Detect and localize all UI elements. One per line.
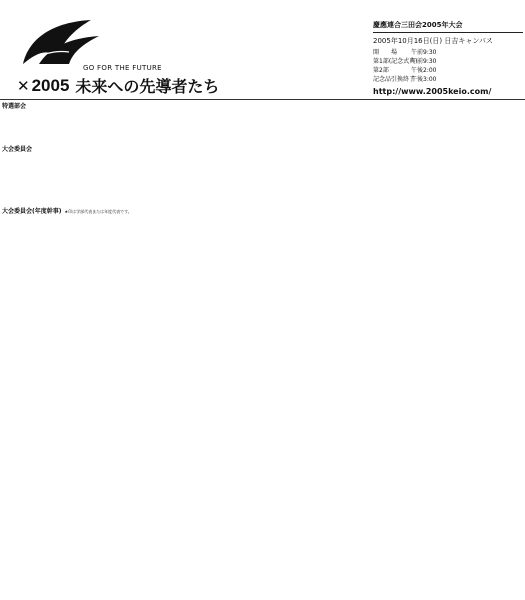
roster-name [114, 195, 165, 201]
roster-name [370, 195, 421, 201]
tagline: GO FOR THE FUTURE [83, 64, 162, 72]
event-row-label: 第1部(記念式典) [373, 58, 418, 65]
event-row-label: 第2部 [373, 67, 389, 74]
roster-row [2, 581, 523, 587]
roster-name [421, 195, 472, 201]
event-title: 慶應連合三田会2005年大会 [373, 20, 523, 33]
section-title: 特選部会 [2, 103, 27, 110]
event-row [373, 57, 523, 66]
roster-name [165, 581, 216, 587]
roster-name [267, 581, 318, 587]
event-row-label: 記念品引換終了 [373, 76, 416, 83]
roster-name [319, 134, 370, 140]
roster-name [267, 134, 318, 140]
event-row [373, 75, 523, 84]
roster-name [370, 581, 421, 587]
roster-name [319, 195, 370, 201]
event-row-time: 午前9:30 [411, 58, 437, 65]
roster-row [2, 195, 523, 201]
roster-name [216, 581, 267, 587]
year-number: 2005 [31, 75, 70, 95]
roster-name [12, 581, 63, 587]
leaf-logo-icon [19, 18, 103, 66]
roster-name [267, 195, 318, 201]
roster-name [12, 195, 63, 201]
roster-year [2, 134, 12, 140]
roster-name [472, 581, 523, 587]
event-date: 2005年10月16日(日) 日吉キャンパス [373, 37, 493, 45]
section-title-suffix: (年度幹事) [32, 208, 62, 215]
roster-row [2, 134, 523, 140]
roster-name [216, 195, 267, 201]
header [5, 8, 520, 96]
roster-year [2, 581, 12, 587]
slogan: 未来への先導者たち [75, 77, 220, 96]
event-row-time: 午後2:00 [411, 67, 437, 74]
year-slogan [17, 74, 219, 97]
section-title [2, 206, 132, 215]
event-row-time: 午前9:30 [411, 49, 437, 56]
section-title-text: 大会委員会 [2, 208, 33, 215]
roster-name [472, 134, 523, 140]
x-mark-icon: ✕ [17, 76, 30, 95]
roster-name [370, 134, 421, 140]
roster-name [421, 581, 472, 587]
section-title: 大会委員会 [2, 146, 33, 153]
roster-name [216, 134, 267, 140]
roster-year [2, 195, 12, 201]
roster-name [63, 134, 114, 140]
roster-name [63, 195, 114, 201]
event-row-label: 開 場 [373, 49, 398, 56]
roster-name [165, 134, 216, 140]
roster-name [421, 134, 472, 140]
event-row [373, 66, 523, 75]
event-row-time: 午後3:00 [411, 76, 437, 83]
roster-name [472, 195, 523, 201]
roster-name [63, 581, 114, 587]
roster-name [114, 134, 165, 140]
roster-name [114, 581, 165, 587]
roster-name [319, 581, 370, 587]
event-info [373, 20, 523, 96]
section-note: ★印は学部代表または年度代表です。 [64, 209, 132, 214]
event-url-link[interactable]: http://www.2005keio.com/ [373, 87, 492, 96]
divider [0, 99, 525, 100]
roster-name [165, 195, 216, 201]
roster-name [12, 134, 63, 140]
event-row [373, 48, 523, 57]
